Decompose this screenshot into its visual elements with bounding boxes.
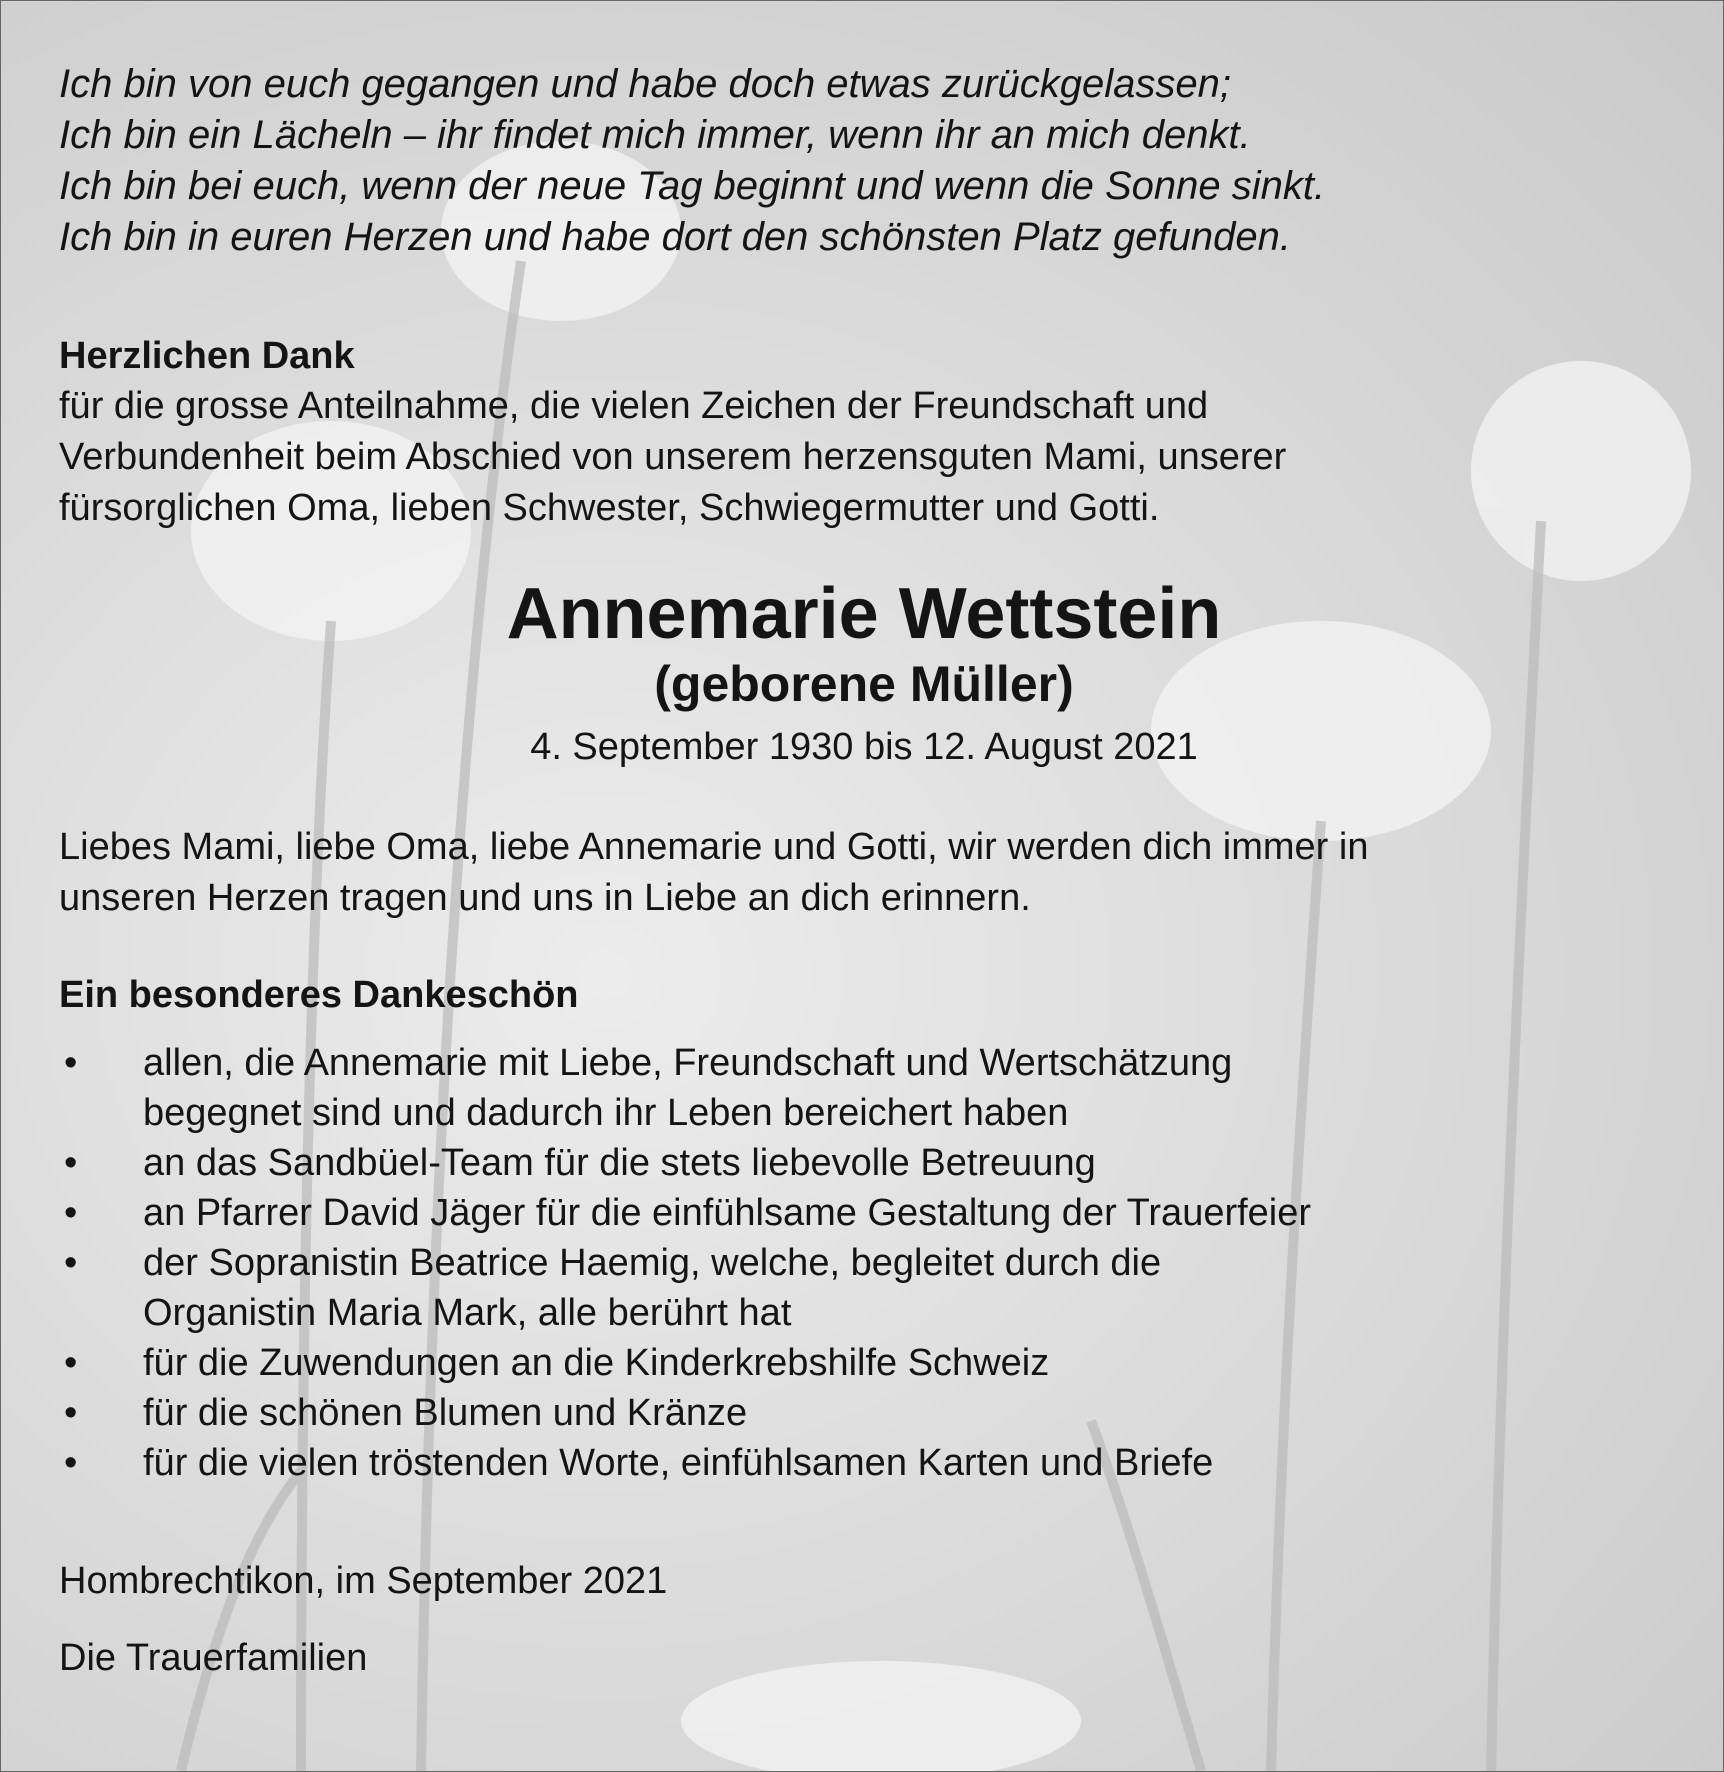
bullet-icon: •: [64, 1342, 78, 1384]
poem-line: Ich bin ein Lächeln – ihr findet mich immer, wenn ihr an mich denkt.: [59, 113, 1251, 157]
poem-line: Ich bin in euren Herzen und habe dort den schönsten Platz gefunden.: [59, 215, 1291, 259]
poem-line: Ich bin bei euch, wenn der neue Tag beginnt und wenn die Sonne sinkt.: [59, 164, 1326, 208]
notice-content: [59, 59, 1669, 1684]
bullet-icon: •: [64, 1192, 78, 1234]
list-item: [59, 1238, 1669, 1338]
list-item-text: begegnet sind und dadurch ihr Leben bereichert haben: [143, 1092, 1069, 1134]
list-item: [59, 1038, 1669, 1138]
list-item-text: für die Zuwendungen an die Kinderkrebshilfe Schweiz: [143, 1342, 1050, 1384]
list-item: [59, 1138, 1669, 1188]
list-item-text: der Sopranistin Beatrice Haemig, welche, begleitet durch die: [143, 1242, 1162, 1284]
deceased-dates: 4. September 1930 bis 12. August 2021: [530, 726, 1198, 768]
thanks-heading: Herzlichen Dank: [59, 335, 355, 377]
list-item-text: für die vielen tröstenden Worte, einfühlsamen Karten und Briefe: [143, 1442, 1214, 1484]
thanks-text-line: für die grosse Anteilnahme, die vielen Zeichen der Freundschaft und: [59, 385, 1209, 427]
poem-line: Ich bin von euch gegangen und habe doch etwas zurückgelassen;: [59, 62, 1231, 106]
bullet-icon: •: [64, 1392, 78, 1434]
farewell-text: [59, 822, 1669, 924]
list-item-text: für die schönen Blumen und Kränze: [143, 1392, 748, 1434]
place-date: Hombrechtikon, im September 2021: [59, 1560, 668, 1602]
poem: [59, 59, 1669, 263]
special-thanks-heading: Ein besonderes Dankeschön: [59, 974, 579, 1016]
bullet-icon: •: [64, 1042, 78, 1084]
list-item-text: allen, die Annemarie mit Liebe, Freundschaft und Wertschätzung: [143, 1042, 1233, 1084]
list-item: [59, 1438, 1669, 1488]
bullet-icon: •: [64, 1142, 78, 1184]
list-item-text: Organistin Maria Mark, alle berührt hat: [143, 1292, 792, 1334]
list-item: [59, 1188, 1669, 1238]
deceased-name: Annemarie Wettstein: [506, 574, 1222, 654]
thanks-text-line: Verbundenheit beim Abschied von unserem herzensguten Mami, unserer: [59, 436, 1287, 478]
deceased-block: [59, 574, 1669, 772]
list-item: [59, 1388, 1669, 1438]
list-item: [59, 1338, 1669, 1388]
farewell-line: unseren Herzen tragen und uns in Liebe an dich erinnern.: [59, 877, 1031, 919]
bullet-icon: •: [64, 1242, 78, 1284]
deceased-birth-name: (geborene Müller): [654, 656, 1074, 712]
bullet-icon: •: [64, 1442, 78, 1484]
list-item-text: an das Sandbüel-Team für die stets liebevolle Betreuung: [143, 1142, 1096, 1184]
special-thanks-list: [59, 1038, 1669, 1488]
farewell-line: Liebes Mami, liebe Oma, liebe Annemarie und Gotti, wir werden dich immer in: [59, 826, 1369, 868]
list-item-text: an Pfarrer David Jäger für die einfühlsame Gestaltung der Trauerfeier: [143, 1192, 1312, 1234]
thanks-text: [59, 381, 1669, 534]
thanks-text-line: fürsorglichen Oma, lieben Schwester, Schwiegermutter und Gotti.: [59, 487, 1160, 529]
signature: Die Trauerfamilien: [59, 1637, 368, 1679]
